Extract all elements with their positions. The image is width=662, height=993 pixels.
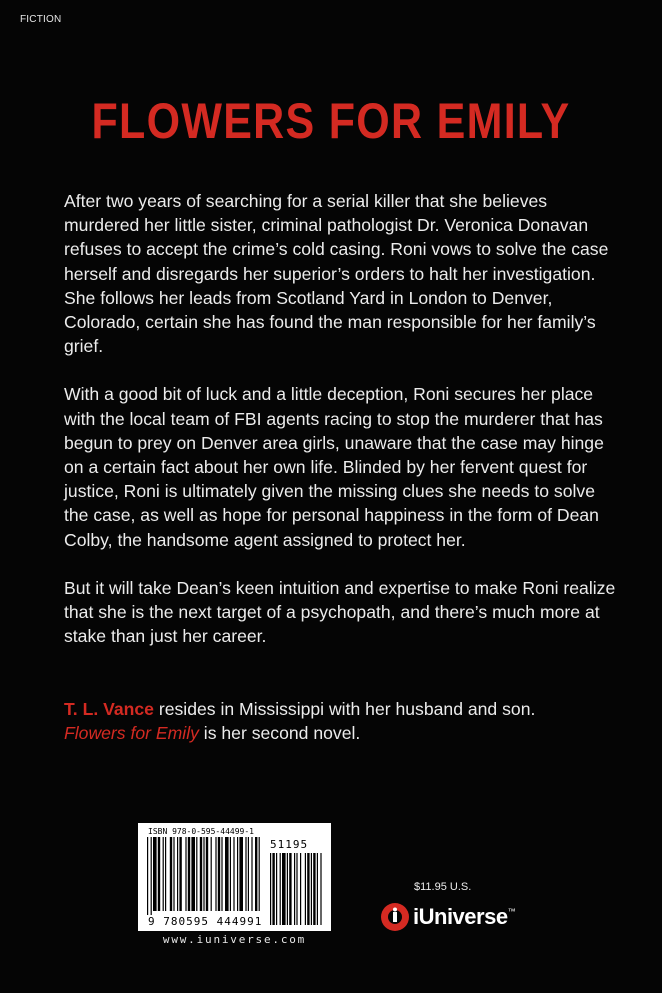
- barcode-box: [138, 823, 331, 931]
- barcode-bar: [259, 837, 260, 911]
- barcode-bar: [191, 837, 195, 911]
- blurb-paragraph-2: With a good bit of luck and a little deception, Roni secures her place with the local team of FBI agents racing to stop the murderer that has begun to prey on Denver area girls, unaware that the case may hinge on a certain fact about her own life. Blinded by her fervent quest for justice, Roni is ultimately given the missing clues she needs to solve the case, as well as hope for personal happiness in the form of Dean Colby, the handsome agent assigned to protect her.: [64, 384, 604, 550]
- barcode-bar: [188, 837, 190, 911]
- barcode-bar: [203, 837, 204, 911]
- author-name: T. L. Vance: [64, 699, 154, 719]
- barcode-bar: [237, 837, 238, 911]
- publisher-name: iUniverse: [413, 904, 508, 929]
- barcode-addon-bar: [320, 853, 321, 925]
- barcode-bar: [147, 837, 148, 915]
- barcode-bar: [245, 837, 246, 911]
- novel-title: Flowers for Emily: [64, 722, 199, 743]
- barcode-addon-bar: [296, 853, 297, 925]
- blurb-paragraph-3: But it will take Dean’s keen intuition and expertise to make Roni realize that she is the next target of a psychopath, and there’s much more at stake than just her career.: [64, 577, 616, 647]
- barcode-bar: [165, 837, 166, 911]
- isbn-digits: 9 780595 444991: [148, 915, 263, 928]
- barcode-addon-bar: [270, 853, 271, 925]
- barcode-addon-bar: [300, 853, 301, 925]
- barcode-bar: [170, 837, 172, 911]
- genre-label: FICTION: [20, 14, 62, 25]
- bio-line-2: is her second novel.: [198, 722, 361, 743]
- blurb: [64, 189, 624, 672]
- barcode-addon-bar: [287, 853, 288, 925]
- barcode-bar: [196, 837, 197, 911]
- barcode-addon-bar: [313, 853, 315, 925]
- barcode-bar: [173, 837, 174, 911]
- barcode-addon-bar: [317, 853, 318, 925]
- barcode-addon-bar: [307, 853, 309, 925]
- barcode-bar: [200, 837, 202, 911]
- barcode-addon-bar: [282, 853, 286, 925]
- barcode-bar: [206, 837, 208, 911]
- bio-line-1: resides in Mississippi with her husband and son.: [153, 699, 536, 719]
- isbn-label: ISBN 978-0-595-44499-1: [148, 827, 254, 836]
- barcode-bar: [225, 837, 229, 911]
- barcode-bar: [185, 837, 186, 911]
- publisher-logo: [380, 900, 516, 934]
- price-label: $11.95 U.S.: [414, 881, 472, 893]
- blurb-paragraph-1: After two years of searching for a serial killer that she believes murdered her little sister, criminal pathologist Dr. Veronica Donavan refuses to accept the crime’s cold casing. Roni vows to solve the case herself and disregards her superior’s orders to halt her investigation. She follows her leads from Scotland Yard in London to Denver, Colorado, certain she has found the man responsible for her family’s grief.: [64, 191, 609, 357]
- barcode-bar: [221, 837, 222, 911]
- barcode-bar: [251, 837, 252, 911]
- barcode-bar: [151, 837, 152, 915]
- barcode-bar: [158, 837, 160, 911]
- barcode-bar: [177, 837, 178, 911]
- barcode-bar: [179, 837, 181, 911]
- barcode-addon-bar: [311, 853, 312, 925]
- barcode-bar: [218, 837, 220, 911]
- barcode-addon-bar: [294, 853, 295, 925]
- barcode-bar: [215, 837, 216, 911]
- author-bio: [64, 698, 644, 745]
- barcode-bar: [248, 837, 249, 911]
- book-title: FLOWERS FOR EMILY: [91, 93, 571, 149]
- barcode-addon-bar: [289, 853, 291, 925]
- barcode-bar: [211, 837, 212, 911]
- price-code: 51195: [270, 838, 309, 851]
- barcode-addon-bar: [280, 853, 281, 925]
- barcode-addon-bar: [305, 853, 306, 925]
- publisher-logo-icon: [380, 902, 410, 932]
- barcode-bar: [239, 837, 243, 911]
- barcode-bar: [233, 837, 234, 911]
- barcode-bar: [163, 837, 164, 911]
- barcode-addon-bar: [272, 853, 274, 925]
- website-url: www.iuniverse.com: [162, 933, 307, 946]
- barcode-addon-bar: [276, 853, 277, 925]
- barcode-bar: [153, 837, 157, 911]
- barcode-bar: [230, 837, 231, 911]
- barcode-bar: [255, 837, 257, 911]
- trademark-symbol: ™: [507, 906, 516, 916]
